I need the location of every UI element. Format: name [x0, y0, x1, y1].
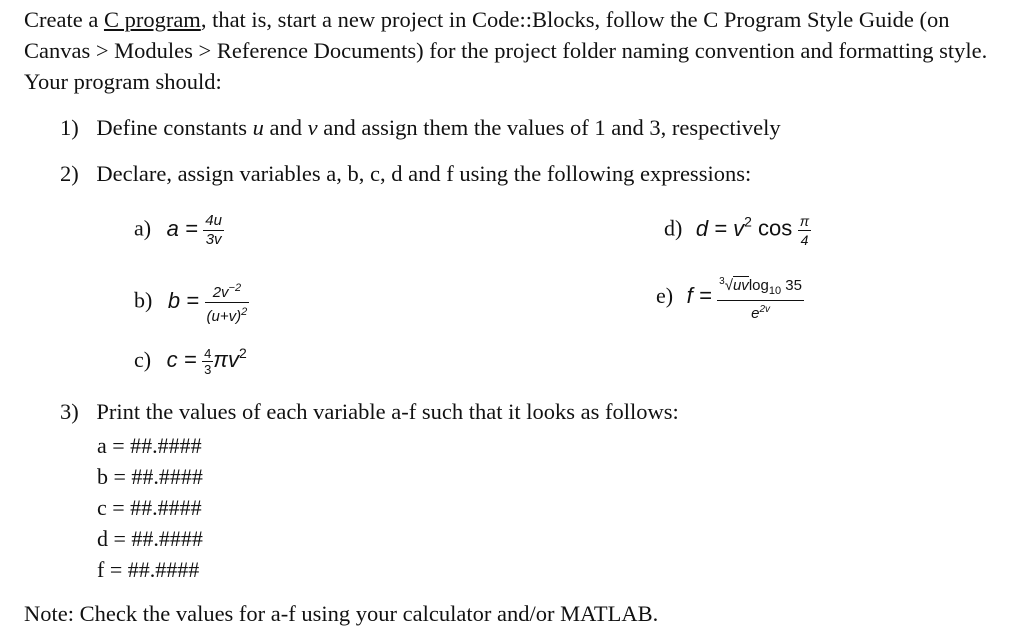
intro-text-start: Create a	[24, 7, 104, 32]
output-line-c: c = ##.####	[97, 495, 202, 520]
item-1	[60, 115, 781, 141]
formula-b-lhs: b =	[167, 287, 200, 313]
output-line-f: f = ##.####	[97, 557, 200, 582]
formula-e-log-arg: 35	[781, 277, 802, 294]
c-program-link[interactable]: C program	[103, 7, 201, 32]
intro-text-rest: , that is, start a new project in Code::Blocks, follow the C Program Style Guide (on Canvas > Modules > Reference Documents) for the project folder naming convention and formatting style. Your program should:	[24, 7, 988, 94]
item-2-number: 2)	[60, 161, 79, 186]
formula-d-cos: cos	[751, 215, 793, 241]
item-1-and: and	[263, 115, 308, 140]
formula-d-denominator: 4	[800, 232, 809, 248]
item-2	[60, 161, 751, 187]
output-example	[97, 430, 203, 585]
formula-b-numerator-exponent: −2	[228, 282, 242, 294]
item-1-v: v	[307, 115, 318, 140]
intro-paragraph	[24, 4, 1014, 97]
formula-e-denominator-exponent: 2v	[759, 304, 771, 315]
formula-e-log-base: 10	[768, 285, 782, 297]
item-3	[60, 399, 679, 425]
formula-b-denominator-base: (u+v)	[206, 308, 242, 325]
formula-d	[664, 213, 811, 248]
formula-d-numerator: π	[799, 213, 810, 229]
formula-e	[656, 274, 804, 322]
formula-c-exponent: 2	[239, 345, 247, 361]
formula-e-numerator	[717, 274, 804, 301]
formula-e-root-sign: √	[724, 277, 733, 294]
formula-c-denominator: 3	[204, 362, 212, 378]
formula-a-denominator: 3v	[205, 231, 222, 248]
item-1-u: u	[252, 115, 264, 140]
formula-d-fraction	[798, 213, 811, 248]
formula-a	[134, 213, 224, 248]
formula-e-lhs: f =	[686, 283, 712, 309]
formula-d-label: d)	[664, 215, 683, 241]
formula-d-lhs: d = v	[695, 215, 745, 241]
formula-e-log: log	[748, 277, 769, 294]
output-line-a: a = ##.####	[97, 433, 202, 458]
formula-e-denominator-base: e	[751, 305, 760, 322]
item-1-text-start: Define constants	[96, 115, 253, 140]
formula-b-numerator	[205, 280, 250, 303]
formula-b-label: b)	[134, 287, 153, 313]
formula-e-denominator	[717, 301, 804, 322]
formula-a-label: a)	[134, 215, 152, 241]
output-line-b: b = ##.####	[97, 464, 203, 489]
note: Note: Check the values for a-f using your calculator and/or MATLAB.	[24, 601, 659, 626]
formula-a-lhs: a =	[166, 215, 198, 241]
formula-d-exponent: 2	[744, 213, 752, 230]
formula-c	[134, 345, 247, 376]
formula-a-fraction	[203, 213, 224, 248]
formula-e-label: e)	[656, 283, 674, 309]
item-1-number: 1)	[60, 115, 79, 140]
item-3-text: Print the values of each variable a-f such that it looks as follows:	[96, 399, 679, 424]
formula-e-root-index: 3	[719, 276, 725, 287]
formula-c-rest: πv	[213, 347, 240, 372]
formula-b-denominator	[205, 303, 250, 325]
formula-c-fraction	[202, 347, 213, 376]
formula-c-label: c)	[134, 347, 152, 372]
formula-a-numerator: 4u	[205, 212, 222, 229]
item-2-text: Declare, assign variables a, b, c, d and f using the following expressions:	[96, 161, 752, 186]
formula-c-lhs: c =	[166, 347, 197, 372]
formula-e-radicand: uv	[732, 277, 749, 294]
formula-e-fraction	[717, 274, 804, 322]
item-3-number: 3)	[60, 399, 79, 424]
formula-b-numerator-base: 2v	[212, 284, 229, 301]
formula-b	[134, 280, 249, 325]
formula-b-fraction	[205, 280, 250, 325]
formula-b-denominator-exponent: 2	[241, 306, 248, 318]
formula-c-numerator: 4	[204, 346, 212, 362]
item-1-text-end: and assign them the values of 1 and 3, respectively	[317, 115, 781, 140]
output-line-d: d = ##.####	[97, 526, 203, 551]
